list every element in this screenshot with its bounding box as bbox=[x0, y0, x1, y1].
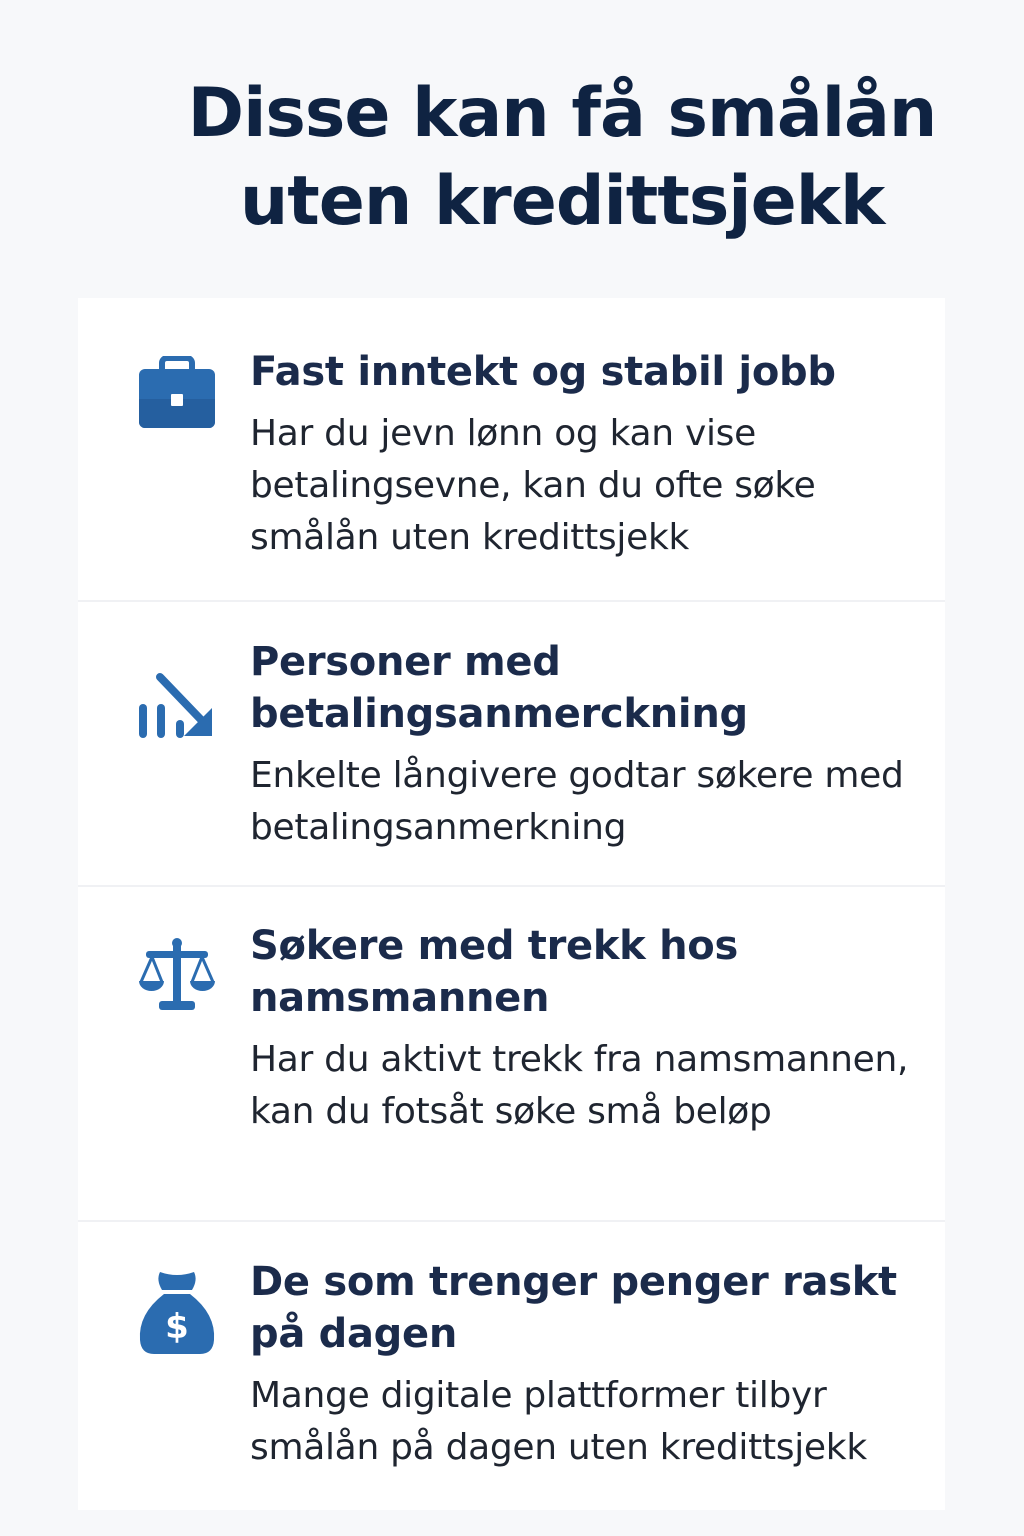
scales-icon bbox=[138, 937, 216, 1015]
money-bag-icon bbox=[138, 1270, 216, 1360]
chart-down-icon bbox=[138, 672, 216, 744]
list-item bbox=[78, 1220, 945, 1512]
page-title bbox=[0, 70, 1024, 246]
item-body: Har du jevn lønn og kan vise betalingsevne, kan du ofte søke smålån uten kredittsjekk bbox=[250, 413, 816, 558]
briefcase-icon bbox=[138, 356, 216, 434]
title-line-1: Disse kan få smålån bbox=[187, 74, 937, 153]
list-item bbox=[78, 600, 945, 887]
list-item bbox=[78, 298, 945, 600]
title-line-2: uten kredittsjekk bbox=[239, 162, 885, 241]
criteria-card bbox=[78, 298, 945, 1510]
svg-text:$: $ bbox=[165, 1307, 189, 1347]
item-heading: Fast inntekt og stabil jobb bbox=[250, 349, 836, 395]
item-heading: Personer med betalingsanmerckning bbox=[250, 639, 748, 737]
list-item bbox=[78, 885, 945, 1222]
item-body: Mange digitale plattformer tilbyr smålån på dagen uten kredittsjekk bbox=[250, 1375, 867, 1468]
item-heading: Søkere med trekk hos namsmannen bbox=[250, 923, 738, 1021]
item-body: Enkelte långivere godtar søkere med betalingsanmerkning bbox=[250, 755, 904, 848]
item-heading: De som trenger penger raskt på dagen bbox=[250, 1259, 897, 1357]
item-body: Har du aktivt trekk fra namsmannen, kan du fotsåt søke små beløp bbox=[250, 1039, 909, 1132]
